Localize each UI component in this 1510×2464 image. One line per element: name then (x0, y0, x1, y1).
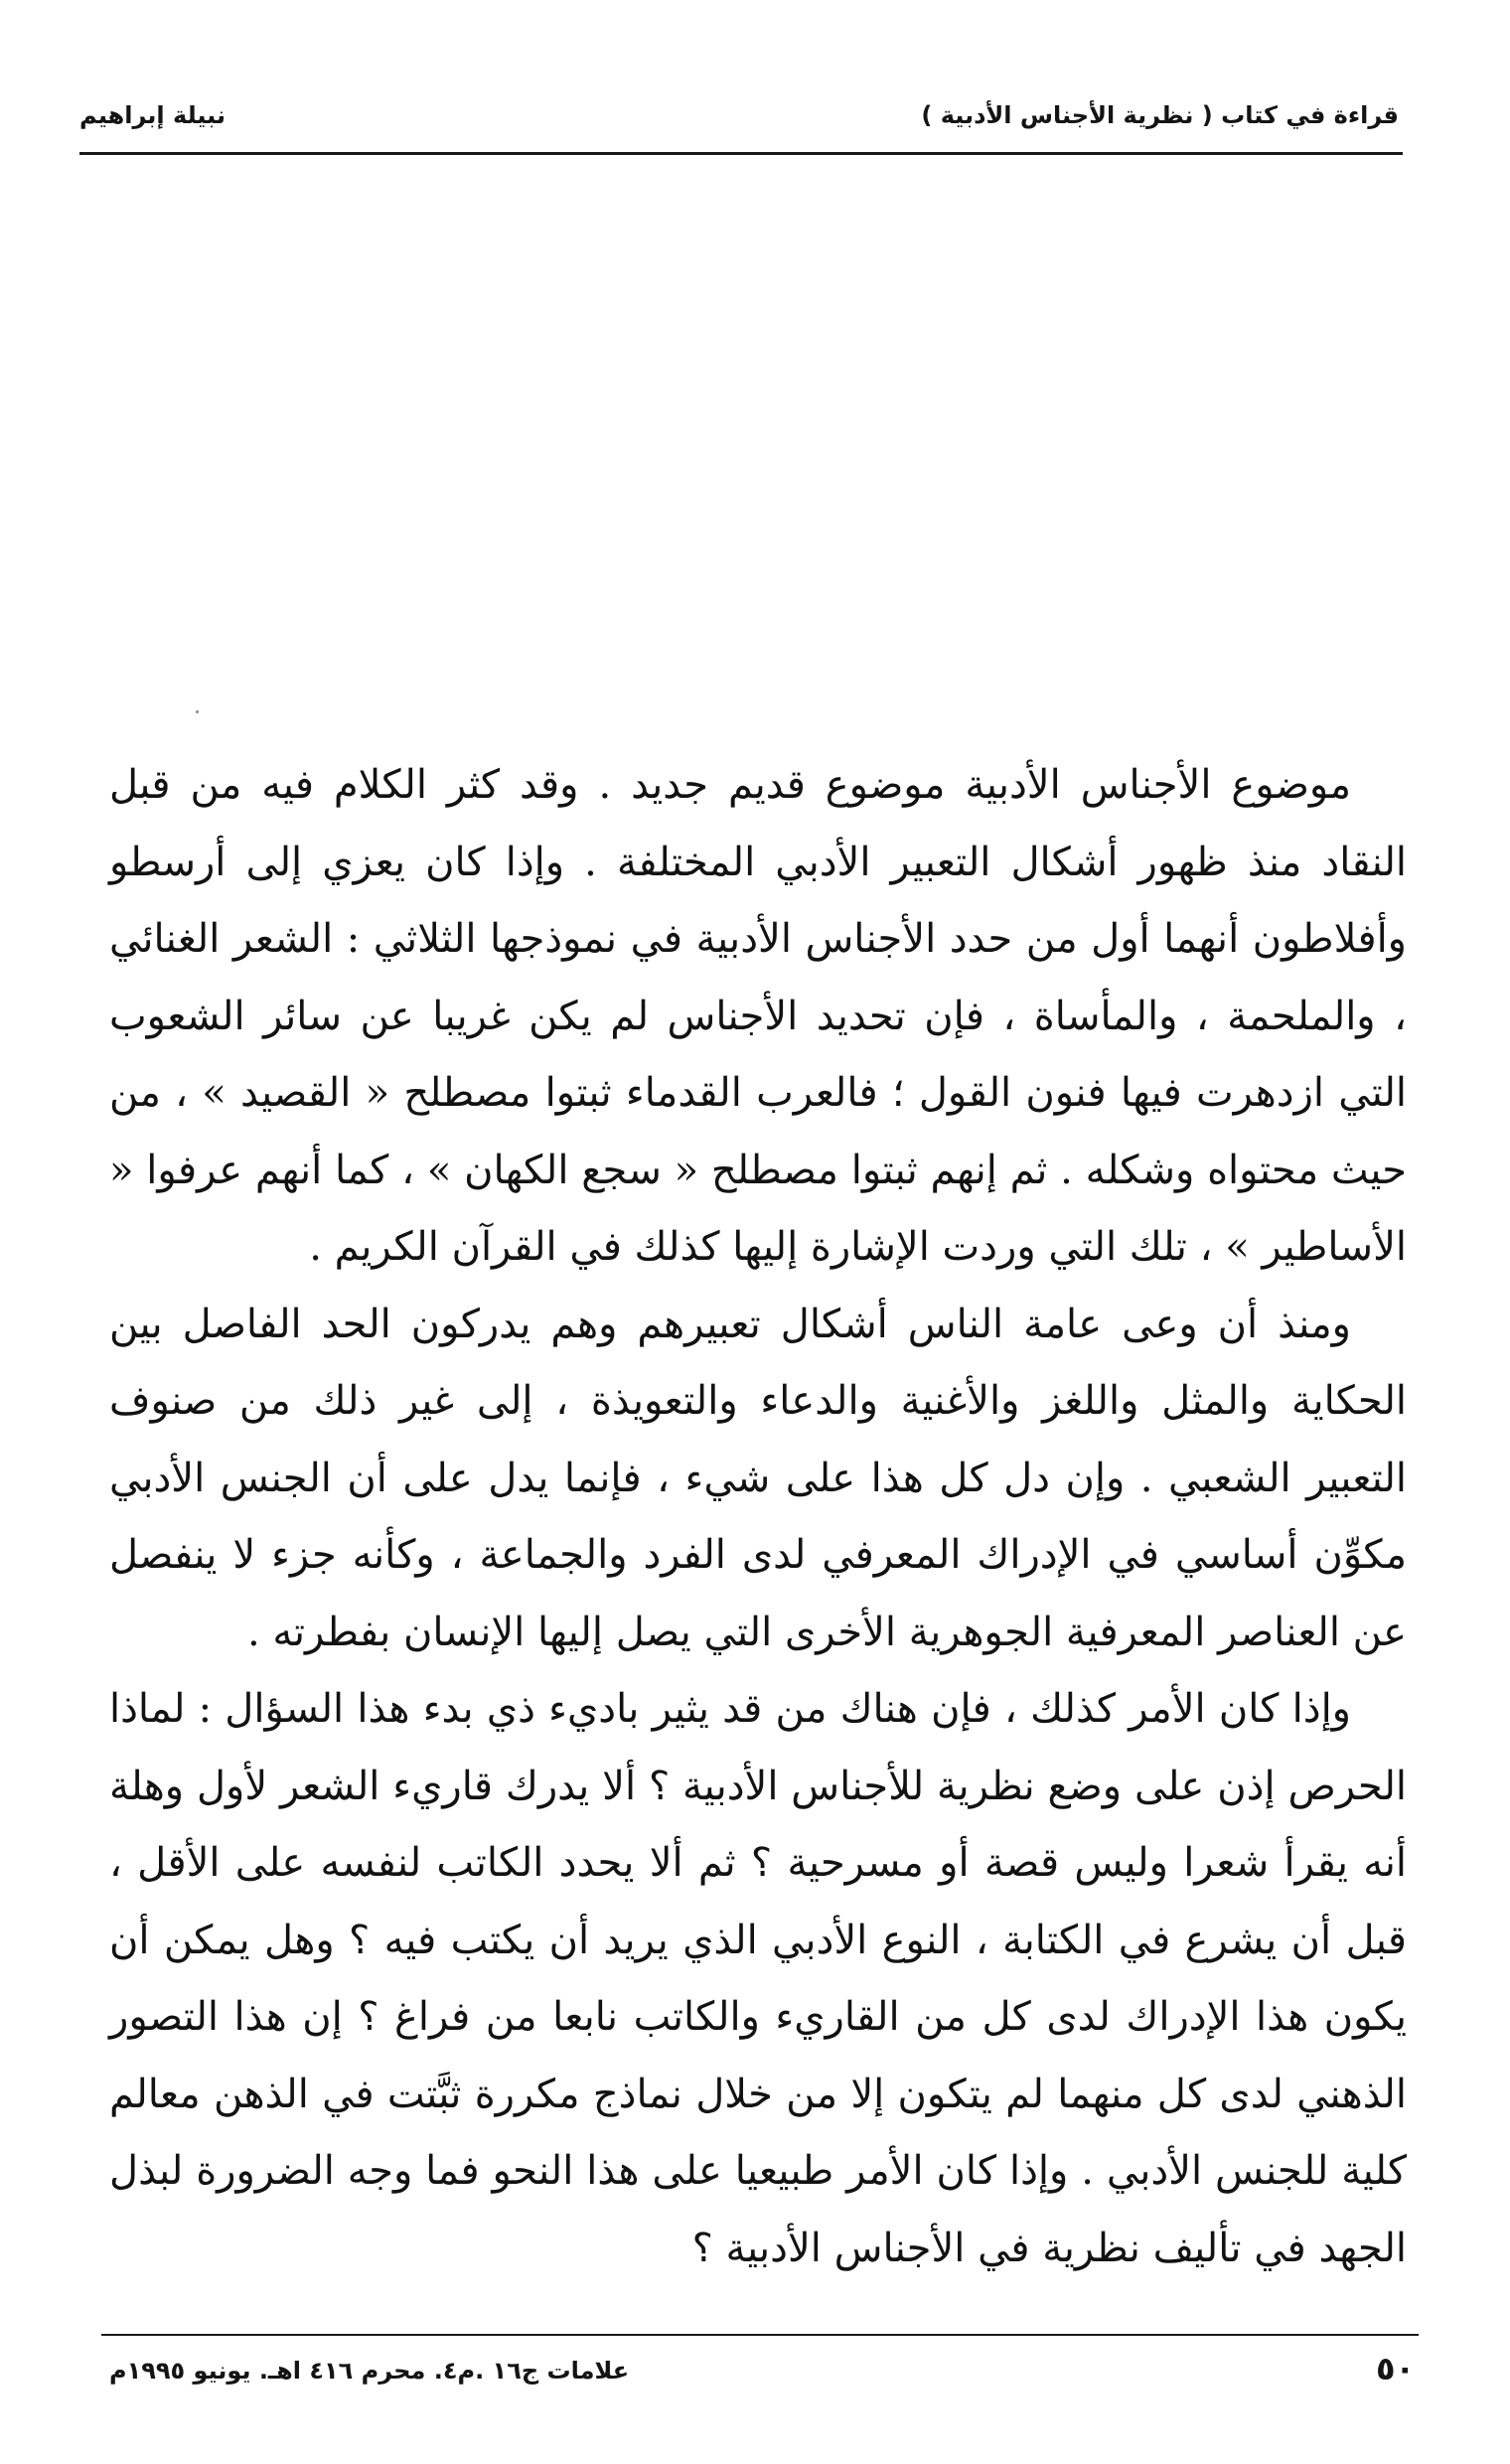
page-number: ٥٠ (1375, 2350, 1415, 2387)
footer-rule (101, 2334, 1419, 2336)
paragraph-3: وإذا كان الأمر كذلك ، فإن هناك من قد يثير باديء ذي بدء هذا السؤال : لماذا الحرص إذن على وضع نظرية للأجناس الأدبية ؟ ألا يدرك قاريء الشعر لأول وهلة أنه يقرأ شعرا وليس قصة أو مسرحية ؟ ثم ألا يحدد الكاتب لنفسه على الأقل ، قبل أن يشرع في الكتابة ، النوع الأدبي الذي يريد أن يكتب فيه ؟ وهل يمكن أن يكون هذا الإدراك لدى كل من القاريء والكاتب نابعا من فراغ ؟ إن هذا التصور الذهني لدى كل منهما لم يتكون إلا من خلال نماذج مكررة ثبَّتت في الذهن معالم كلية للجنس الأدبي . وإذا كان الأمر طبيعيا على هذا النحو فما وجه الضرورة لبذل الجهد في تأليف نظرية في الأجناس الأدبية ؟ (109, 1686, 1407, 2271)
page-footer (109, 2347, 1415, 2394)
book-title: قراءة في كتاب ( نظرية الأجناس الأدبية ) (921, 101, 1399, 129)
running-header (79, 95, 1399, 155)
journal-info: علامات ج١٦ .م٤. محرم ٤١٦ اهـ. يونيو ١٩٩٥م (109, 2357, 630, 2385)
header-rule (79, 152, 1403, 155)
author-name: نبيلة إبراهيم (79, 101, 226, 129)
paragraph-2: ومنذ أن وعى عامة الناس أشكال تعبيرهم وهم يدركون الحد الفاصل بين الحكاية والمثل واللغز والأغنية والدعاء والتعويذة ، إلى غير ذلك من صنوف التعبير الشعبي . وإن دل كل هذا على شيء ، فإنما يدل على أن الجنس الأدبي مكوِّن أساسي في الإدراك المعرفي لدى الفرد والجماعة ، وكأنه جزء لا ينفصل عن العناصر المعرفية الجوهرية الأخرى التي يصل إليها الإنسان بفطرته . (109, 1301, 1408, 1655)
scan-speck (196, 710, 199, 713)
article-body (109, 747, 1407, 2287)
paragraph-1: موضوع الأجناس الأدبية موضوع قديم جديد . وقد كثر الكلام فيه من قبل النقاد منذ ظهور أشكال التعبير الأدبي المختلفة . وإذا كان يعزي إلى أرسطو وأفلاطون أنهما أول من حدد الأجناس الأدبية في نموذجها الثلاثي : الشعر الغنائي ، والملحمة ، والمأساة ، فإن تحديد الأجناس لم يكن غريبا عن سائر الشعوب التي ازدهرت فيها فنون القول ؛ فالعرب القدماء ثبتوا مصطلح « القصيد » ، من حيث محتواه وشكله . ثم إنهم ثبتوا مصطلح « سجع الكهان » ، كما أنهم عرفوا « الأساطير » ، تلك التي وردت الإشارة إليها كذلك في القرآن الكريم . (109, 762, 1407, 1270)
